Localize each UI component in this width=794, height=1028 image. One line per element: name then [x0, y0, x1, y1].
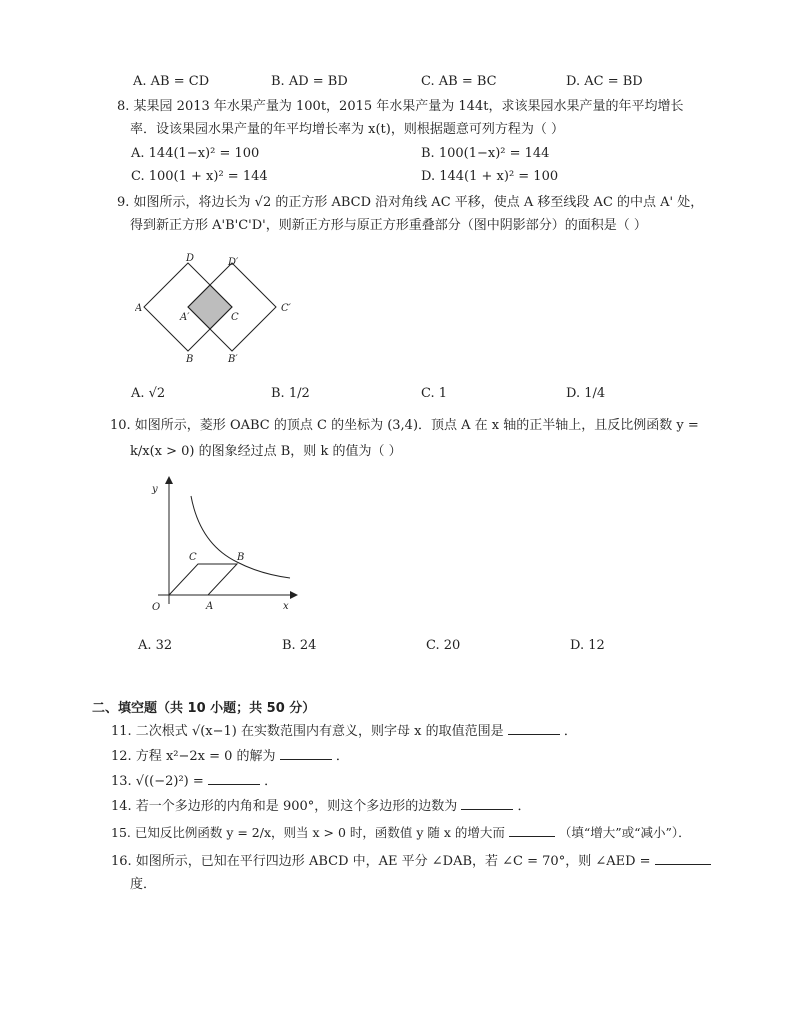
section2-title: 二、填空题（共 10 小题；共 50 分）	[92, 701, 316, 716]
q10-line1: 10. 如图所示，菱形 OABC 的顶点 C 的坐标为 (3,4)．顶点 A 在 x 轴的正半轴上，且反比例函数 y =	[110, 418, 699, 433]
q12-text: 12. 方程 x²−2x = 0 的解为	[111, 749, 276, 764]
q8-line2: 率．设该果园水果产量的年平均增长率为 x(t)，则根据题意可列方程为（ ）	[130, 122, 564, 137]
q16	[111, 852, 711, 871]
q15-end: （填“增大”或“减小”）．	[558, 825, 691, 840]
q9-figure	[135, 250, 305, 370]
q11-end: ．	[563, 724, 577, 739]
q10-option-a: A. 32	[138, 638, 173, 653]
q8-option-d: D. 144(1 + x)² = 100	[421, 169, 559, 184]
q8-option-c: C. 100(1 + x)² = 144	[131, 169, 268, 184]
q13	[111, 772, 277, 791]
q8-option-a: A. 144(1−x)² = 100	[131, 146, 260, 161]
q8-line1: 8. 某果园 2013 年水果产量为 100t，2015 年水果产量为 144t，求该果园水果产量的年平均增长	[117, 99, 684, 114]
q8-option-b: B. 100(1−x)² = 144	[421, 146, 550, 161]
q11-answer-blank[interactable]	[508, 722, 560, 735]
q9-label-c: C	[231, 312, 239, 323]
q9-option-d: D. 1/4	[566, 386, 606, 401]
q13-answer-blank[interactable]	[208, 772, 260, 785]
q10-rhombus-oabc	[169, 564, 237, 595]
q11-text: 11. 二次根式 √(x−1) 在实数范围内有意义，则字母 x 的取值范围是	[111, 724, 504, 739]
q9-label-a: A	[135, 303, 143, 314]
q15-text: 15. 已知反比例函数 y = 2/x，则当 x > 0 时，函数值 y 随 x 的增大而	[111, 825, 505, 840]
q15-answer-blank[interactable]	[509, 824, 555, 837]
q14	[111, 797, 531, 816]
q10-label-a: A	[206, 601, 214, 612]
q9-line2: 得到新正方形 A'B'C'D'，则新正方形与原正方形重叠部分（图中阴影部分）的面积是（ ）	[130, 218, 647, 233]
q10-option-c: C. 20	[426, 638, 461, 653]
q9-label-d: D	[186, 253, 195, 264]
q10-label-o: O	[152, 602, 161, 613]
q7-option-a: A. AB = CD	[133, 74, 210, 89]
q7-option-b: B. AD = BD	[271, 74, 348, 89]
q15	[111, 824, 691, 842]
q14-answer-blank[interactable]	[461, 797, 513, 810]
q11	[111, 722, 577, 741]
q10-figure	[140, 474, 310, 614]
q12-end: ．	[335, 749, 349, 764]
q9-label-c2: C′	[281, 303, 291, 314]
q16-line2: 度．	[130, 877, 157, 892]
q12	[111, 747, 349, 766]
q14-end: ．	[517, 799, 531, 814]
q9-line1: 9. 如图所示，将边长为 √2 的正方形 ABCD 沿对角线 AC 平移，使点 A 移至线段 AC 的中点 A' 处，	[117, 195, 704, 210]
q7-option-c: C. AB = BC	[421, 74, 497, 89]
q14-text: 14. 若一个多边形的内角和是 900°，则这个多边形的边数为	[111, 799, 458, 814]
q9-option-b: B. 1/2	[271, 386, 310, 401]
q13-text: 13. √((−2)²) =	[111, 774, 204, 789]
q9-label-d2: D′	[228, 257, 239, 268]
q10-option-d: D. 12	[570, 638, 605, 653]
q9-label-b2: B′	[228, 354, 238, 365]
q10-label-b: B	[237, 552, 245, 563]
q16-text: 16. 如图所示，已知在平行四边形 ABCD 中，AE 平分 ∠DAB，若 ∠C = 70°，则 ∠AED =	[111, 854, 651, 869]
q9-option-c: C. 1	[421, 386, 448, 401]
q10-label-c: C	[189, 552, 197, 563]
q9-option-a: A. √2	[131, 386, 166, 401]
q10-label-y: y	[152, 484, 158, 495]
q9-overlap-shaded	[188, 285, 232, 329]
q16-answer-blank[interactable]	[655, 852, 711, 865]
q9-label-b: B	[186, 354, 194, 365]
q12-answer-blank[interactable]	[280, 747, 332, 760]
q10-label-x: x	[283, 601, 289, 612]
q13-end: ．	[264, 774, 278, 789]
q10-option-b: B. 24	[282, 638, 317, 653]
q9-label-a2: A′	[180, 312, 190, 323]
q7-option-d: D. AC = BD	[566, 74, 643, 89]
q10-line2: k/x(x > 0) 的图象经过点 B，则 k 的值为（ ）	[130, 444, 402, 459]
q10-curve	[191, 496, 290, 578]
